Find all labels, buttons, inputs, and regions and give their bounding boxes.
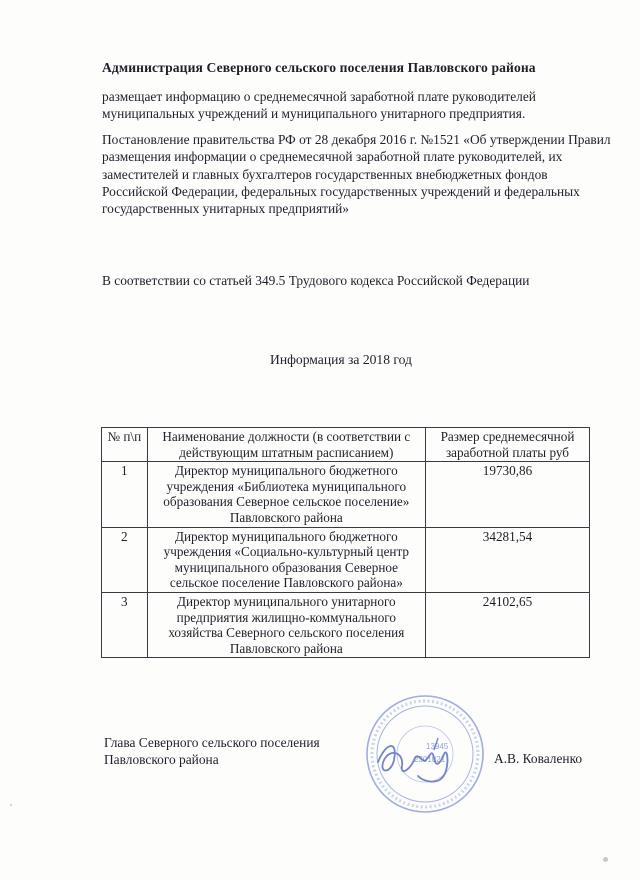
table-row <box>102 592 590 657</box>
row-salary: 19730,86 <box>425 462 589 527</box>
header-salary: Размер среднемесячной заработной платы руб <box>425 428 589 462</box>
row-position: Директор муниципального бюджетного учреждения «Социально-культурный центр муниципального образования Северное сельское поселение Павловского района» <box>147 527 425 592</box>
table-row <box>102 462 590 527</box>
row-position: Директор муниципального унитарного предприятия жилищно-коммунального хозяйства Северного сельского поселения Павловского района <box>147 592 425 657</box>
labor-code-paragraph: В соответствии со статьей 349.5 Трудового кодекса Российской Федерации <box>102 273 530 288</box>
signer-title <box>104 734 320 768</box>
table-header-row <box>102 428 590 462</box>
row-position: Директор муниципального бюджетного учреждения «Библиотека муниципального образования Северное сельское поселение» Павловского района <box>147 462 425 527</box>
scan-speck <box>603 857 608 862</box>
signature-scribble <box>364 730 464 790</box>
row-salary: 24102,65 <box>425 592 589 657</box>
table-row <box>102 527 590 592</box>
intro-paragraph: размещает информацию о среднемесячной заработной плате руководителей муниципальных учреждений и муниципального унитарного предприятия. <box>102 89 536 122</box>
info-title: Информация за 2018 год <box>270 352 412 367</box>
stamp-line-1: 13945 <box>426 742 449 751</box>
signer-name: А.В. Коваленко <box>494 751 583 766</box>
row-salary: 34281,54 <box>425 527 589 592</box>
header-position: Наименование должности (в соответствии с действующим штатным расписанием) <box>147 428 425 462</box>
document-heading: Администрация Северного сельского поселения Павловского района <box>102 60 536 75</box>
signer-title-line2: Павловского района <box>104 752 219 767</box>
signer-title-line1: Глава Северного сельского поселения <box>104 735 320 750</box>
regulation-paragraph: Постановление правительства РФ от 28 декабря 2016 г. №1521 «Об утверждении Правил размещения информации о среднемесячной заработной плате руководителей, их заместителей и главных бухгалтеров государственных внебюджетных фондов Российской Федерации, федеральных государственных учреждений и федеральных государственных унитарных предприятий» <box>102 132 611 217</box>
header-num: № п\п <box>102 428 148 462</box>
scan-speck <box>10 804 12 806</box>
row-num: 2 <box>102 527 148 592</box>
stamp-line-2: 2301021 <box>414 755 446 764</box>
row-num: 3 <box>102 592 148 657</box>
row-num: 1 <box>102 462 148 527</box>
salary-table <box>101 427 590 658</box>
